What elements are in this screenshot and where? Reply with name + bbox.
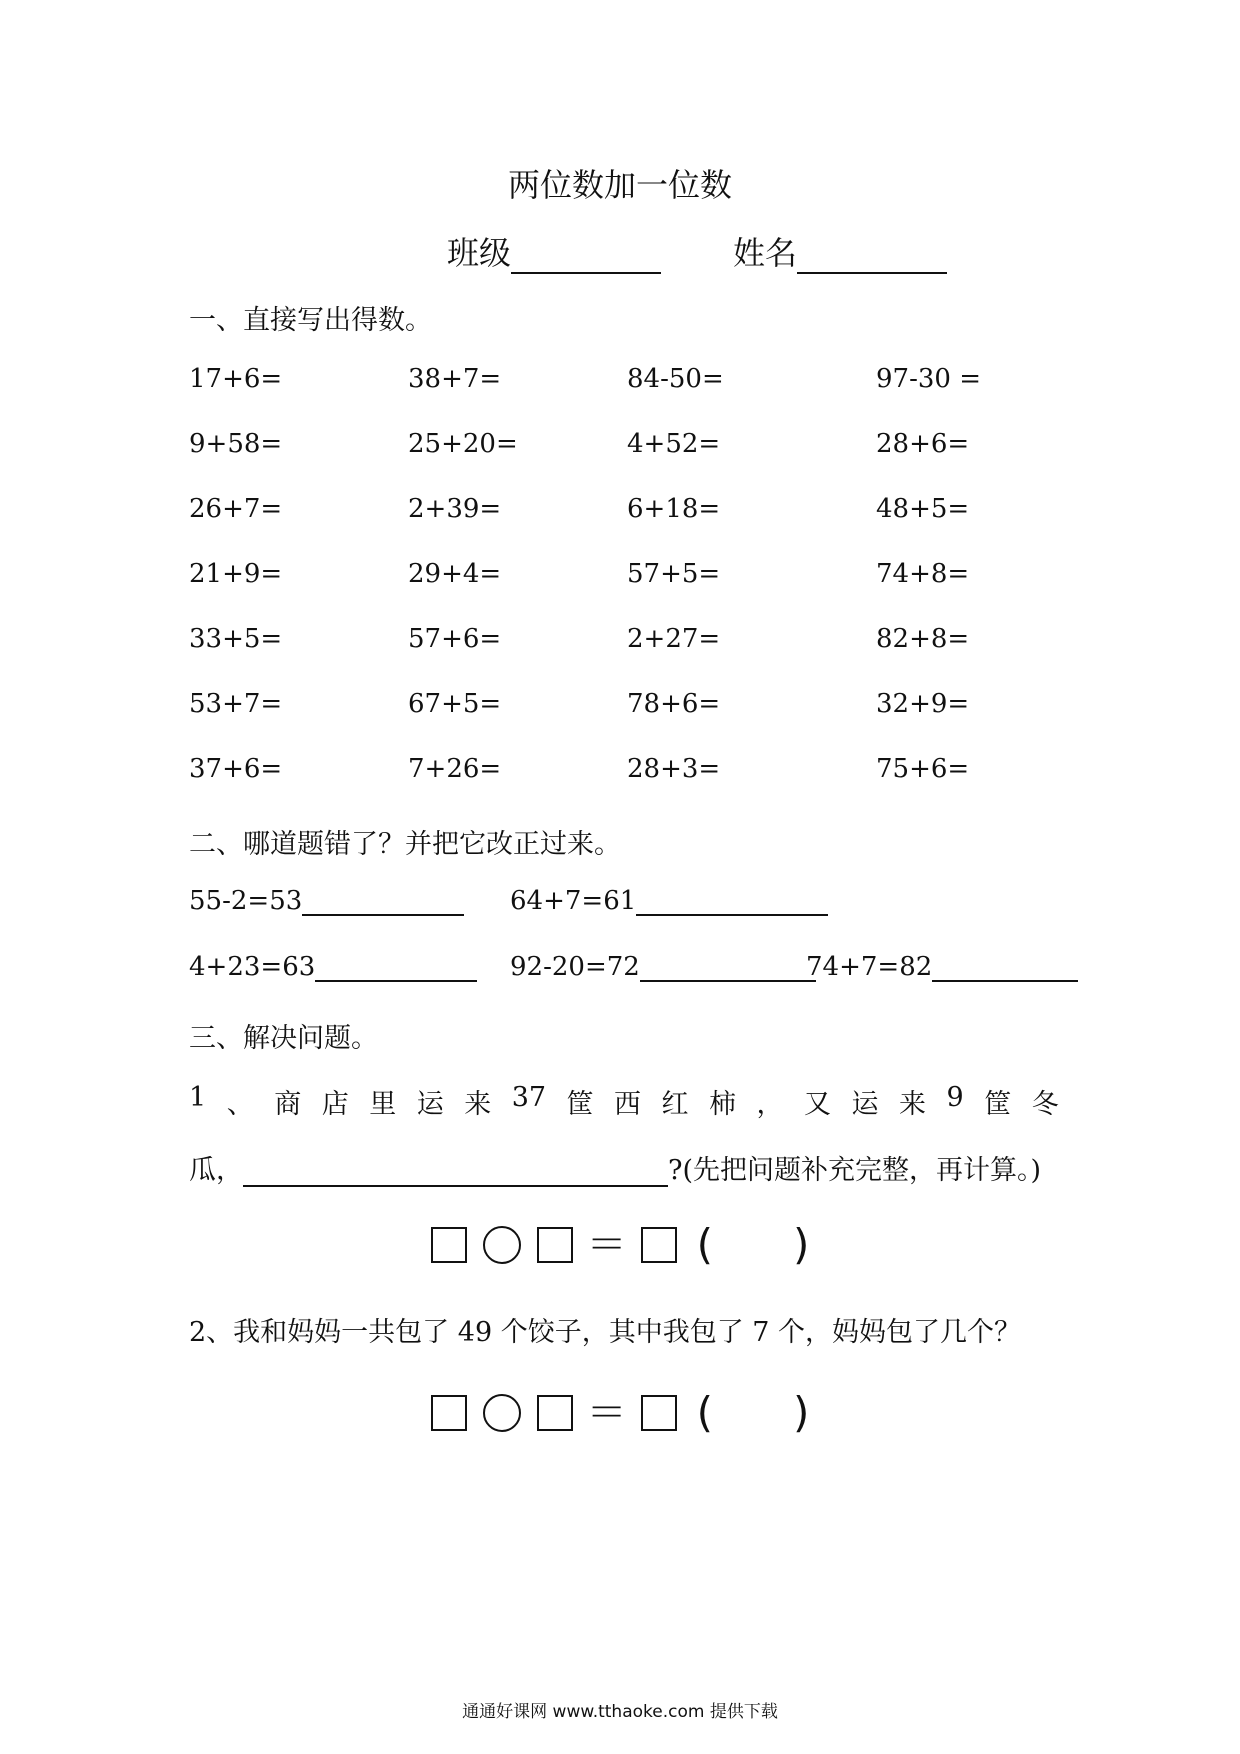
answer-blank[interactable] xyxy=(636,884,828,916)
calc-problem: 67+5= xyxy=(408,689,502,719)
calc-problem: 84-50= xyxy=(627,364,724,394)
section2-heading: 二、哪道题错了？并把它改正过来。 xyxy=(189,829,621,860)
answer-formula xyxy=(0,1220,1240,1269)
problem1-word: 红 xyxy=(661,1089,689,1120)
calc-problem: 17+6= xyxy=(189,364,283,394)
paren-open: ( xyxy=(696,1388,713,1437)
name-label: 姓名 xyxy=(733,234,798,272)
equals-sign: ＝ xyxy=(586,1222,627,1268)
name-field xyxy=(733,228,947,274)
fix-item xyxy=(189,950,477,982)
calc-problem: 33+5= xyxy=(189,624,283,654)
problem1-word: 9 xyxy=(946,1082,964,1113)
problem1-word: 来 xyxy=(464,1089,492,1120)
calc-problem: 28+3= xyxy=(627,754,721,784)
calc-problem: 9+58= xyxy=(189,429,283,459)
problem1-word: 运 xyxy=(416,1089,444,1120)
problem1-word: ， xyxy=(756,1089,784,1120)
answer-blank[interactable] xyxy=(315,950,477,982)
problem1-word: 店 xyxy=(321,1089,349,1120)
fix-item xyxy=(510,950,816,982)
worksheet-title: 两位数加一位数 xyxy=(507,166,732,204)
calc-problem: 4+52= xyxy=(627,429,721,459)
calc-problem: 57+5= xyxy=(627,559,721,589)
problem2-text: 2、我和妈妈一共包了 49 个饺子，其中我包了 7 个，妈妈包了几个？ xyxy=(189,1317,1022,1348)
calc-problem: 75+6= xyxy=(876,754,970,784)
calc-problem: 29+4= xyxy=(408,559,502,589)
calc-problem: 78+6= xyxy=(627,689,721,719)
circle-box[interactable] xyxy=(483,1394,521,1432)
calc-problem: 6+18= xyxy=(627,494,721,524)
section3-heading: 三、解决问题。 xyxy=(189,1023,378,1054)
answer-blank[interactable] xyxy=(302,884,464,916)
calc-problem: 48+5= xyxy=(876,494,970,524)
calc-problem: 74+8= xyxy=(876,559,970,589)
fix-equation: 74+7=82 xyxy=(806,952,933,982)
fix-item xyxy=(510,884,828,916)
name-blank[interactable] xyxy=(797,238,947,274)
class-blank[interactable] xyxy=(511,238,661,274)
calc-problem: 7+26= xyxy=(408,754,502,784)
calc-problem: 28+6= xyxy=(876,429,970,459)
fix-equation: 64+7=61 xyxy=(510,886,637,916)
calc-problem: 32+9= xyxy=(876,689,970,719)
problem1-word: 商 xyxy=(274,1089,302,1120)
problem1-word: 运 xyxy=(851,1089,879,1120)
problem1-word: 柿 xyxy=(709,1089,737,1120)
problem1-line2 xyxy=(189,1148,1041,1187)
problem1-text-start: 瓜， xyxy=(189,1155,243,1186)
paren-close: ) xyxy=(793,1388,810,1437)
problem1-word: 筐 xyxy=(984,1089,1012,1120)
problem1-word: 西 xyxy=(614,1089,642,1120)
fix-equation: 4+23=63 xyxy=(189,952,316,982)
fix-item xyxy=(189,884,464,916)
square-box[interactable] xyxy=(641,1395,677,1431)
problem1-word: 来 xyxy=(899,1089,927,1120)
calc-problem: 53+7= xyxy=(189,689,283,719)
problem1-word: 筐 xyxy=(566,1089,594,1120)
square-box[interactable] xyxy=(537,1227,573,1263)
section1-heading: 一、直接写出得数。 xyxy=(189,305,432,336)
square-box[interactable] xyxy=(431,1395,467,1431)
footer-text: 通通好课网 www.tthaoke.com 提供下载 xyxy=(462,1702,778,1722)
square-box[interactable] xyxy=(431,1227,467,1263)
answer-formula xyxy=(0,1388,1240,1437)
problem1-word: 37 xyxy=(511,1082,547,1113)
problem1-word: 、 xyxy=(226,1089,254,1120)
square-box[interactable] xyxy=(537,1395,573,1431)
equals-sign: ＝ xyxy=(586,1390,627,1436)
calc-problem: 82+8= xyxy=(876,624,970,654)
calc-problem: 2+27= xyxy=(627,624,721,654)
calc-problem: 26+7= xyxy=(189,494,283,524)
fix-equation: 92-20=72 xyxy=(510,952,640,982)
paren-close: ) xyxy=(793,1220,810,1269)
answer-blank[interactable] xyxy=(640,950,816,982)
problem1-line1 xyxy=(189,1082,1059,1121)
circle-box[interactable] xyxy=(483,1226,521,1264)
calc-problem: 25+20= xyxy=(408,429,518,459)
fix-equation: 55-2=53 xyxy=(189,886,303,916)
calc-problem: 21+9= xyxy=(189,559,283,589)
question-blank[interactable] xyxy=(243,1155,668,1187)
problem1-word: 1 xyxy=(189,1082,207,1113)
calc-problem: 37+6= xyxy=(189,754,283,784)
answer-blank[interactable] xyxy=(932,950,1078,982)
calc-problem: 2+39= xyxy=(408,494,502,524)
problem1-word: 里 xyxy=(369,1089,397,1120)
problem1-text-end: ?(先把问题补充完整，再计算。) xyxy=(668,1155,1042,1186)
paren-open: ( xyxy=(696,1220,713,1269)
class-label: 班级 xyxy=(447,234,512,272)
calc-problem: 97-30 = xyxy=(876,364,982,394)
class-field xyxy=(447,228,661,274)
calc-problem: 57+6= xyxy=(408,624,502,654)
fix-item xyxy=(806,950,1078,982)
problem1-word: 又 xyxy=(804,1089,832,1120)
calc-problem: 38+7= xyxy=(408,364,502,394)
problem1-word: 冬 xyxy=(1031,1089,1059,1120)
square-box[interactable] xyxy=(641,1227,677,1263)
